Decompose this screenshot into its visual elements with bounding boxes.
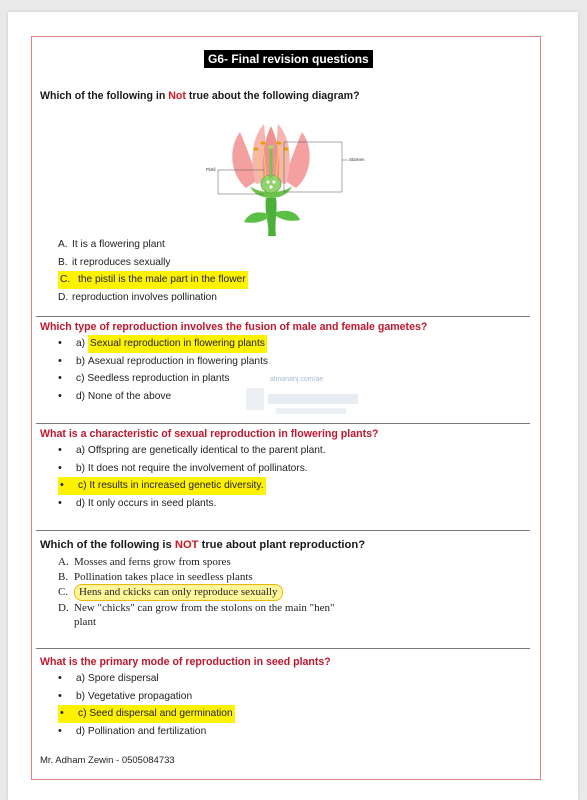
option-c: • c) It results in increased genetic diversity. xyxy=(58,477,326,495)
option-b: B. it reproduces sexually xyxy=(58,256,171,268)
option-c: • c) Seed dispersal and germination xyxy=(58,705,235,723)
option-d: • d) Pollination and fertilization xyxy=(58,724,207,737)
option-b: • b) Vegetative propagation xyxy=(58,689,193,702)
option-b: • b) Asexual reproduction in flowering plants xyxy=(58,354,268,367)
question-3: What is a characteristic of sexual reproduction in flowering plants? xyxy=(40,428,379,440)
option-c: • c) Seedless reproduction in plants xyxy=(58,372,230,384)
question-4-not: NOT xyxy=(174,539,199,551)
question-4 xyxy=(40,539,365,552)
option-d: D. New "chicks" can grow from the stolons on the main "hen" xyxy=(58,601,335,614)
option-a: • a) Offspring are genetically identical to the parent plant. xyxy=(58,444,326,456)
divider xyxy=(36,316,530,317)
question-4-options xyxy=(58,555,335,630)
option-b: • b) It does not require the involvement of pollinators. xyxy=(58,461,308,474)
question-5-options xyxy=(58,670,235,740)
question-1 xyxy=(40,90,360,103)
divider xyxy=(36,423,530,424)
option-d-continued: plant xyxy=(74,616,96,628)
option-a: A. It is a flowering plant xyxy=(58,239,165,250)
option-a: • a) Spore dispersal xyxy=(58,672,159,684)
option-c: C. Hens and ckicks can only reproduce sexually xyxy=(58,584,335,601)
divider xyxy=(36,530,530,531)
question-1-not: Not xyxy=(168,90,186,102)
watermark-url: almanahj.com/ae xyxy=(270,376,324,383)
pistil-label: Pistil xyxy=(206,167,216,172)
footer-author: Mr. Adham Zewin - 0505084733 xyxy=(40,755,175,766)
question-3-options xyxy=(58,442,326,512)
question-4-text-end: true about plant reproduction? xyxy=(198,539,366,551)
option-a: • a) Sexual reproduction in flowering plants xyxy=(58,335,268,353)
question-2: Which type of reproduction involves the fusion of male and female gametes? xyxy=(40,321,428,333)
question-1-options xyxy=(58,236,248,306)
option-d: • d) None of the above xyxy=(58,389,172,402)
option-a: A. Mosses and ferns grow from spores xyxy=(58,556,231,568)
question-5: What is the primary mode of reproduction in seed plants? xyxy=(40,656,331,668)
option-b: B. Pollination takes place in seedless plants xyxy=(58,570,253,583)
stamen-label: Stamen xyxy=(349,157,365,162)
worksheet-title: G6- Final revision questions xyxy=(204,50,373,68)
question-2-options xyxy=(58,335,268,405)
flower-illustration xyxy=(200,118,370,236)
question-1-text-end: true about the following diagram? xyxy=(185,90,360,102)
flower-diagram xyxy=(200,118,370,236)
option-d: • d) It only occurs in seed plants. xyxy=(58,496,217,509)
question-4-text: Which of the following is xyxy=(40,539,175,551)
divider xyxy=(36,648,530,649)
question-1-text: Which of the following in xyxy=(40,90,169,102)
option-c: C. the pistil is the male part in the flower xyxy=(58,271,248,289)
option-d: D. reproduction involves pollination xyxy=(58,291,217,303)
